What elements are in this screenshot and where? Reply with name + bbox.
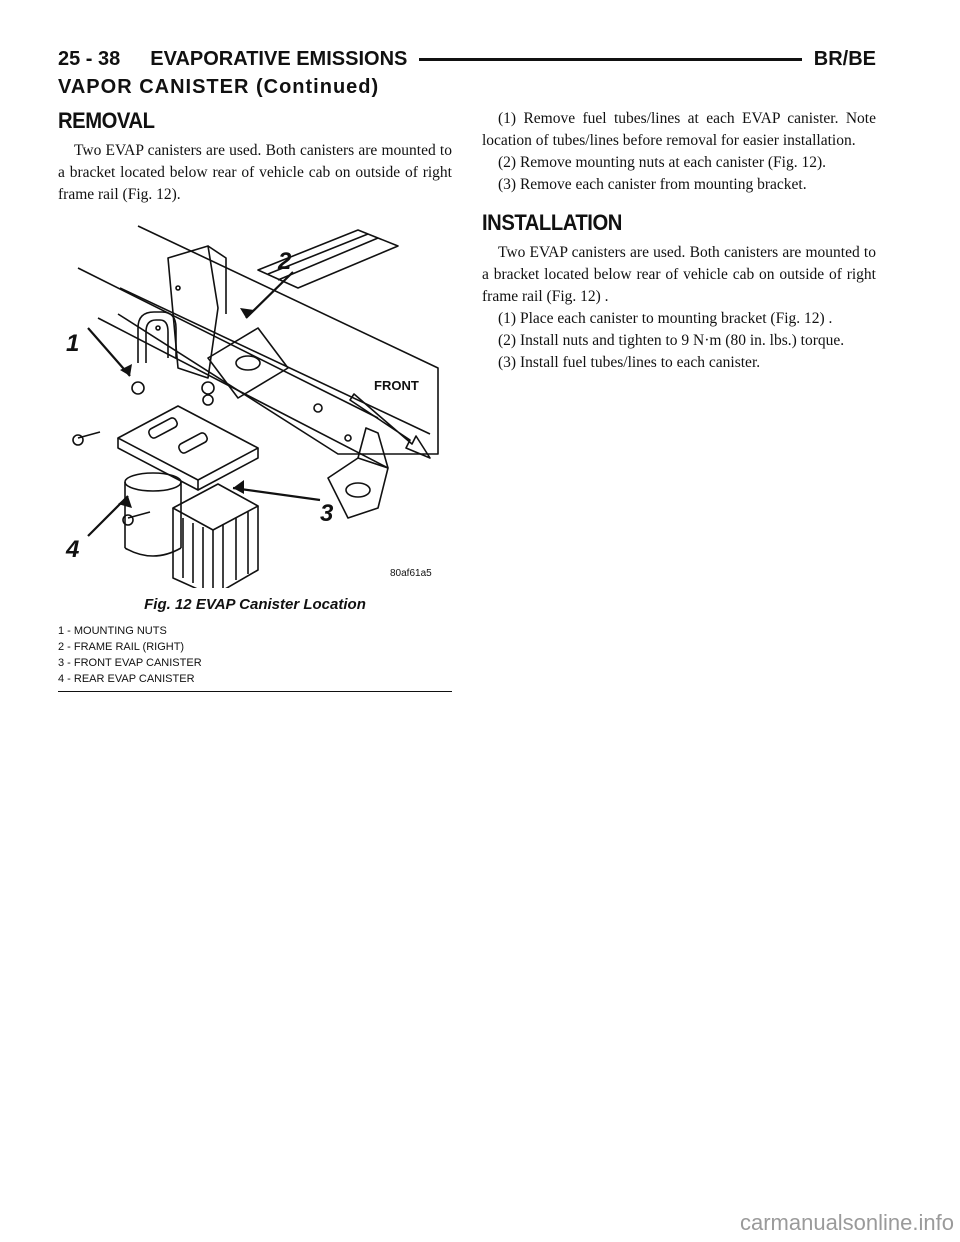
legend-item: 2 - FRAME RAIL (RIGHT)	[58, 641, 185, 653]
removal-step-2: (2) Remove mounting nuts at each canister (Fig. 12).	[498, 154, 827, 171]
evap-canister-illustration	[58, 218, 452, 588]
legend-item: 1 - MOUNTING NUTS	[58, 625, 167, 637]
removal-step-3: (3) Remove each canister from mounting bracket.	[498, 176, 807, 193]
installation-intro: Two EVAP canisters are used. Both canisters are mounted to a bracket located below rear of vehicle cab on outside of right frame rail (Fig. 12) .	[482, 244, 876, 305]
figure-code: 80af61a5	[390, 568, 432, 579]
figure-caption: Fig. 12 EVAP Canister Location	[144, 596, 366, 613]
installation-step-2: (2) Install nuts and tighten to 9 N·m (80 in. lbs.) torque.	[498, 332, 845, 349]
removal-step-1: (1) Remove fuel tubes/lines at each EVAP canister. Note location of tubes/lines before removal for easier installation.	[482, 110, 876, 149]
installation-step-3: (3) Install fuel tubes/lines to each canister.	[498, 354, 761, 371]
page-number: 25 - 38	[58, 47, 121, 70]
watermark-brand: carmanualsonline.info	[739, 1210, 954, 1235]
section-title: EVAPORATIVE EMISSIONS	[150, 47, 408, 70]
left-column	[58, 108, 452, 692]
front-label: FRONT	[374, 378, 419, 393]
legend-rule	[58, 691, 452, 692]
callout-4: 4	[66, 536, 80, 563]
figure-12	[58, 218, 452, 588]
continued-title: VAPOR CANISTER (Continued)	[58, 76, 380, 98]
legend-item: 4 - REAR EVAP CANISTER	[58, 673, 195, 685]
callout-1: 1	[66, 330, 80, 357]
header-rule	[419, 58, 801, 61]
right-column	[482, 108, 876, 374]
installation-step-1: (1) Place each canister to mounting bracket (Fig. 12) .	[498, 310, 833, 327]
installation-heading: INSTALLATION	[482, 210, 622, 235]
legend-item: 3 - FRONT EVAP CANISTER	[58, 657, 202, 669]
model-code: BR/BE	[813, 47, 876, 70]
removal-intro: Two EVAP canisters are used. Both canisters are mounted to a bracket located below rear of vehicle cab on outside of right frame rail (Fig. 12).	[58, 142, 452, 203]
callout-2: 2	[278, 248, 292, 275]
figure-legend	[58, 623, 452, 692]
page-header	[58, 44, 876, 74]
removal-heading: REMOVAL	[58, 108, 155, 133]
callout-3: 3	[320, 500, 334, 527]
